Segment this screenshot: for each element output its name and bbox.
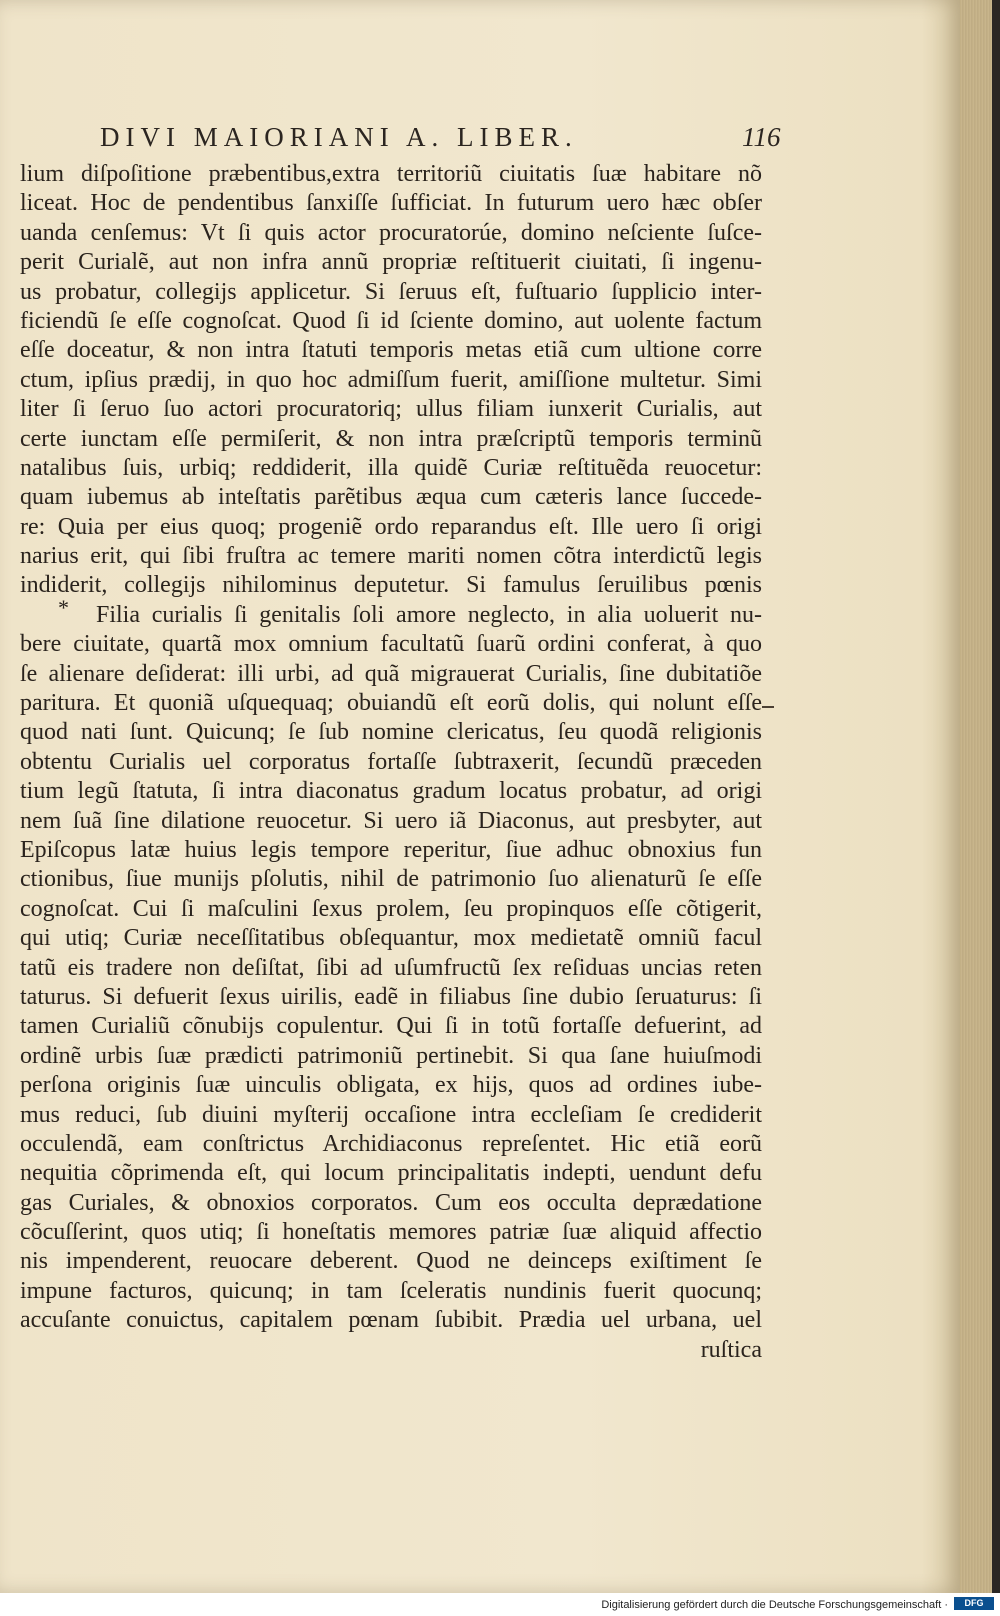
text-line: nem ſuã ſine dilatione reuocetur. Si uero iã Diaconus, aut presbyter, aut	[20, 807, 762, 834]
text-line: perit Curialẽ, aut non infra annũ propriæ reſtituerit ciuitati, ſi ingenu-	[20, 249, 762, 276]
text-line: quam iubemus ab inteſtatis parẽtibus æqua cum cæteris lance ſuccede-	[20, 484, 762, 511]
text-line: ſe alienare deſiderat: illi urbi, ad quã migrauerat Curialis, ſine dubitatiõe	[20, 660, 762, 687]
text-line: narius erit, qui ſibi fruſtra ac temere mariti nomen cõtra interdictũ legis	[20, 543, 762, 570]
text-line: tamen Curialiũ cõnubijs copulentur. Qui ſi in totũ fortaſſe defuerint, ad	[20, 1013, 762, 1040]
text-line: natalibus ſuis, urbiq; reddiderit, illa quidẽ Curiæ reſtituẽda reuocetur:	[20, 454, 762, 481]
folio-number: 116	[742, 122, 781, 152]
text-line: eſſe doceatur, & non intra ſtatuti temporis metas etiã cum ultione corre	[20, 337, 762, 364]
text-line: cognoſcat. Cui ſi maſculini ſexus prolem, ſeu propinquos eſſe cõtigerit,	[20, 895, 762, 922]
text-line: ordinẽ urbis ſuæ prædicti patrimoniũ pertinebit. Si qua ſane huiuſmodi	[20, 1042, 762, 1069]
body-text	[20, 160, 762, 1365]
page-edges	[960, 0, 1000, 1593]
text-line: paritura. Et quoniã uſquequaq; obuiandũ eſt eorũ dolis, qui nolunt eſſe	[20, 690, 762, 717]
text-line: liceat. Hoc de pendentibus ſanxiſſe ſufficiat. In futurum uero hæc obſer	[20, 190, 762, 217]
margin-mark	[762, 706, 774, 708]
text-line: impune facturos, quicunq; in tam ſceleratis nundinis fuerit quocunq;	[20, 1277, 762, 1304]
text-line: quod nati ſunt. Quicunq; ſe ſub nomine clericatus, ſeu quodã religionis	[20, 719, 762, 746]
text-line: bere ciuitate, quartã mox omnium facultatũ ſuarũ ordini conferat, à quo	[20, 631, 762, 658]
text-line: cõcuſſerint, quos utiq; ſi honeſtatis memores patriæ ſuæ aliquid affectio	[20, 1219, 762, 1246]
text-line: indiderit, collegijs nihilominus deputetur. Si famulus ſeruilibus pœnis	[20, 572, 762, 599]
text-line: accuſante conuictus, capitalem pœnam ſubibit. Prædia uel urbana, uel	[20, 1307, 762, 1334]
text-line: nequitia cõprimenda eſt, qui locum principalitatis indepti, uendunt defu	[20, 1160, 762, 1187]
text-line: tatũ eis tradere non deſiſtat, ſibi ad uſumfructũ ſex reſiduas uncias reten	[20, 954, 762, 981]
text-line: tium legũ ſtatuta, ſi intra diaconatus gradum locatus probatur, ad origi	[20, 778, 762, 805]
text-line: ctum, ipſius prædij, in quo hoc admiſſum fuerit, amiſſione multetur. Simi	[20, 366, 762, 393]
text-line: perſona originis ſuæ uinculis obligata, ex hijs, quos ad ordines iube-	[20, 1072, 762, 1099]
dfg-logo: DFG	[954, 1597, 994, 1610]
text-line: re: Quia per eius quoq; progeniẽ ordo reparandus eſt. Ille uero ſi origi	[20, 513, 762, 540]
text-line: gas Curiales, & obnoxios corporatos. Cum eos occulta deprædatione	[20, 1189, 762, 1216]
text-line: occulendã, eam conſtrictus Archidiaconus repreſentet. Hic etiã eorũ	[20, 1130, 762, 1157]
text-line: ruſtica	[700, 1336, 762, 1363]
text-line: qui utiq; Curiæ neceſſitatibus obſequantur, mox medietatẽ omniũ facul	[20, 925, 762, 952]
text-line: taturus. Si defuerit ſexus uirilis, eadẽ in filiabus ſine dubio ſeruaturus: ſi	[20, 983, 762, 1010]
text-line: ctionibus, ſiue munijs pſolutis, nihil de patrimonio ſuo alienaturũ ſe eſſe	[20, 866, 762, 893]
text-line: nis impenderent, reuocare deberent. Quod ne deinceps exiſtiment ſe	[20, 1248, 762, 1275]
running-head: DIVI MAIORIANI A. LIBER.	[100, 122, 578, 152]
text-line: ficiendũ ſe eſſe cognoſcat. Quod ſi id ſciente domino, aut uolente factum	[20, 307, 762, 334]
text-line: Epiſcopus latæ huius legis tempore reperitur, ſiue adhuc obnoxius fun	[20, 836, 762, 863]
text-line: uanda cenſemus: Vt ſi quis actor procuratorúe, domino neſciente ſuſce-	[20, 219, 762, 246]
text-line: mus reduci, ſub diuini myſterij occaſione intra eccleſiam ſe crediderit	[20, 1101, 762, 1128]
text-line: certe iunctam eſſe permiſerit, & non intra præſcriptũ temporis terminũ	[20, 425, 762, 452]
text-line: lium diſpoſitione præbentibus,extra territoriũ ciuitatis ſuæ habitare nõ	[20, 161, 762, 187]
marginal-asterisk: *	[58, 595, 69, 620]
text-line: obtentu Curialis uel corporatus fortaſſe ſubtraxerit, ſecundũ præceden	[20, 748, 762, 775]
text-line: liter ſi ſeruo ſuo actori procuratoriq; ullus filiam iunxerit Curialis, aut	[20, 396, 762, 423]
text-line: Filia curialis ſi genitalis ſoli amore neglecto, in alia uoluerit nu-	[96, 601, 762, 628]
text-line: us probatur, collegijs applicetur. Si ſeruus eſt, fuſtuario ſupplicio inter-	[20, 278, 762, 305]
footer-credit: Digitalisierung gefördert durch die Deutsche Forschungsgemeinschaft ·	[601, 1599, 948, 1611]
